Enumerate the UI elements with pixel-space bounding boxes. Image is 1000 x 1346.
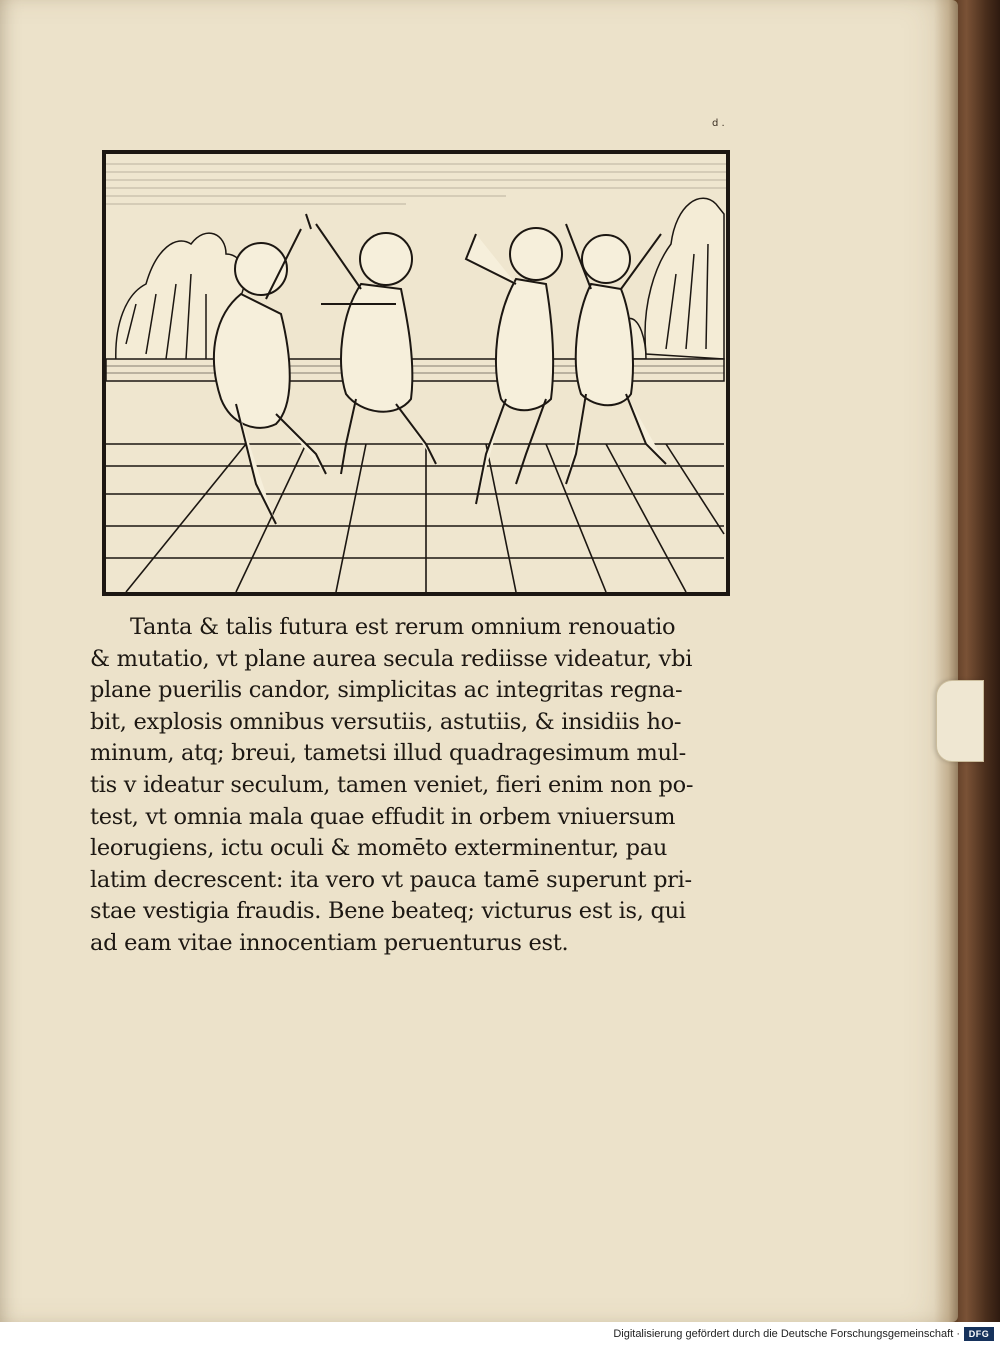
page-edge-shadow xyxy=(934,0,958,1322)
text-line-6: tis v ideatur seculum, tamen veniet, fieri enim non po- xyxy=(90,771,694,798)
book-binding xyxy=(952,0,1000,1322)
corner-mark: d . xyxy=(712,118,725,129)
text-line-1: Tanta & talis futura est rerum omnium renouatio xyxy=(130,614,676,640)
tiled-floor xyxy=(106,444,724,592)
sky-hatching xyxy=(106,164,726,204)
woodcut-drawing xyxy=(106,154,726,592)
body-paragraph xyxy=(90,612,770,960)
text-line-7: test, vt omnia mala quae effudit in orbem vniuersum xyxy=(90,803,676,830)
text-line-8: leorugiens, ictu oculi & momēto exterminentur, pau xyxy=(90,835,668,862)
text-line-9: latim decrescent: ita vero vt pauca tamē superunt pri- xyxy=(90,866,692,893)
text-line-3: plane puerilis candor, simplicitas ac integritas regna- xyxy=(90,677,683,704)
text-line-11: ad eam vitae innocentiam peruenturus est. xyxy=(90,929,569,956)
woodcut-illustration xyxy=(102,150,730,596)
dfg-logo: DFG xyxy=(964,1327,994,1341)
footer-credit: Digitalisierung gefördert durch die Deutsche Forschungsgemeinschaft · xyxy=(613,1328,960,1340)
page-tab-marker xyxy=(936,680,984,762)
text-line-10: stae vestigia fraudis. Bene beateq; victurus est is, qui xyxy=(90,898,686,925)
text-line-2: & mutatio, vt plane aurea secula rediisse videatur, vbi xyxy=(90,645,693,672)
text-line-4: bit, explosis omnibus versutiis, astutiis, & insidiis ho- xyxy=(90,708,682,735)
text-line-5: minum, atq; breui, tametsi illud quadragesimum mul- xyxy=(90,740,686,767)
